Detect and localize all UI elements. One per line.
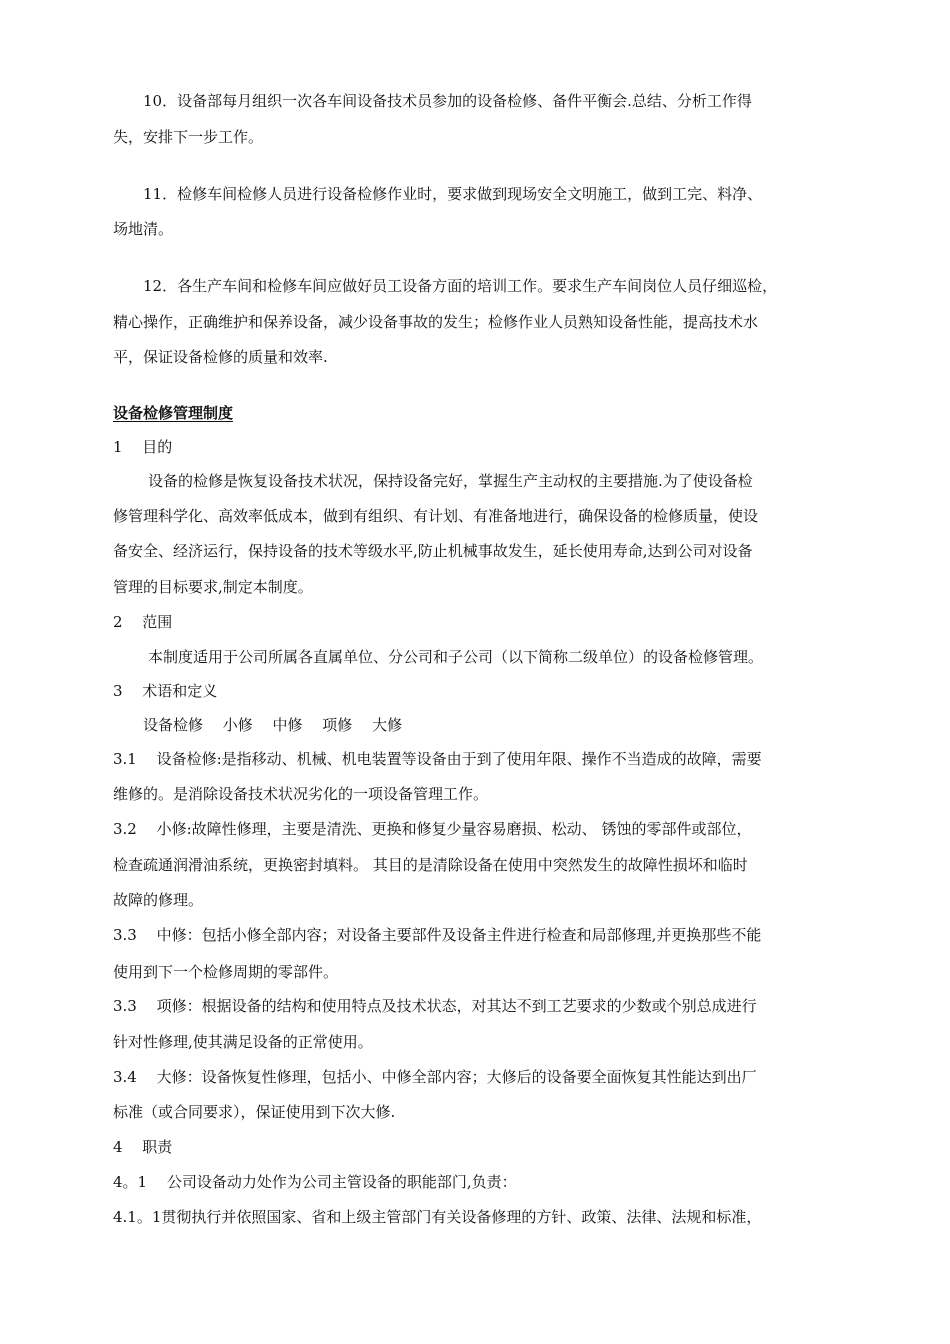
s4-heading: 4 职责 xyxy=(113,1138,173,1156)
item-12-line-1: 12．各生产车间和检修车间应做好员工设备方面的培训工作。要求生产车间岗位人员仔细巡检， xyxy=(143,277,778,295)
item-11-line-2: 场地清。 xyxy=(113,220,174,238)
def-3-3a-line-1: 3.3 中修：包括小修全部内容；对设备主要部件及设备主件进行检查和局部修理,并更换那些不能 xyxy=(113,926,762,944)
item-12-line-3: 平，保证设备检修的质量和效率. xyxy=(113,348,328,366)
s2-heading: 2 范围 xyxy=(113,613,173,631)
def-3-2-line-3: 故障的修理。 xyxy=(113,891,204,909)
s1-para-line-2: 修管理科学化、高效率低成本，做到有组织、有计划、有准备地进行，确保设备的检修质量，使设 xyxy=(113,507,759,525)
def-3-1-line-1: 3.1 设备检修:是指移动、机械、机电装置等设备由于到了使用年限、操作不当造成的故障，需要 xyxy=(113,750,762,768)
item-12-line-2: 精心操作，正确维护和保养设备，减少设备事故的发生；检修作业人员熟知设备性能，提高技术水 xyxy=(113,313,759,331)
def-3-2-line-1: 3.2 小修:故障性修理，主要是清洗、更换和修复少量容易磨损、松动、 锈蚀的零部件或部位， xyxy=(113,820,752,838)
def-3-2-line-2: 检查疏通润滑油系统，更换密封填料。 其目的是清除设备在使用中突然发生的故障性损坏和临时 xyxy=(113,856,748,874)
def-3-3b-line-2: 针对性修理,使其满足设备的正常使用。 xyxy=(113,1033,373,1051)
item-11-line-1: 11．检修车间检修人员进行设备检修作业时，要求做到现场安全文明施工，做到工完、料净、 xyxy=(143,185,763,203)
def-3-1-line-2: 维修的。是消除设备技术状况劣化的一项设备管理工作。 xyxy=(113,785,489,803)
s1-para-line-3: 备安全、经济运行，保持设备的技术等级水平,防止机械事故发生，延长使用寿命,达到公司对设备 xyxy=(113,542,753,560)
s1-heading: 1 目的 xyxy=(113,438,173,456)
def-3-3a-line-2: 使用到下一个检修周期的零部件。 xyxy=(113,963,339,981)
section-title: 设备检修管理制度 xyxy=(113,404,234,422)
s1-para-line-4: 管理的目标要求,制定本制度。 xyxy=(113,578,313,596)
s4-1: 4。1 公司设备动力处作为公司主管设备的职能部门,负责： xyxy=(113,1173,517,1191)
s2-para: 本制度适用于公司所属各直属单位、分公司和子公司（以下简称二级单位）的设备检修管理。 xyxy=(148,648,764,666)
def-3-3b-line-1: 3.3 项修：根据设备的结构和使用特点及技术状态，对其达不到工艺要求的少数或个别总成进行 xyxy=(113,997,757,1015)
s3-heading: 3 术语和定义 xyxy=(113,682,218,700)
s3-terms: 设备检修 小修 中修 项修 大修 xyxy=(143,716,403,734)
item-10-line-2: 失，安排下一步工作。 xyxy=(113,128,264,146)
s4-1-1: 4.1。1贯彻执行并依照国家、省和上级主管部门有关设备修理的方针、政策、法律、法规和标准， xyxy=(113,1208,762,1226)
def-3-4-line-2: 标准（或合同要求），保证使用到下次大修. xyxy=(113,1103,396,1121)
item-10-line-1: 10．设备部每月组织一次各车间设备技术员参加的设备检修、备件平衡会.总结、分析工作得 xyxy=(143,92,752,110)
def-3-4-line-1: 3.4 大修：设备恢复性修理，包括小、中修全部内容；大修后的设备要全面恢复其性能达到出厂 xyxy=(113,1068,757,1086)
s1-para-line-1: 设备的检修是恢复设备技术状况，保持设备完好，掌握生产主动权的主要措施.为了使设备检 xyxy=(148,472,753,490)
